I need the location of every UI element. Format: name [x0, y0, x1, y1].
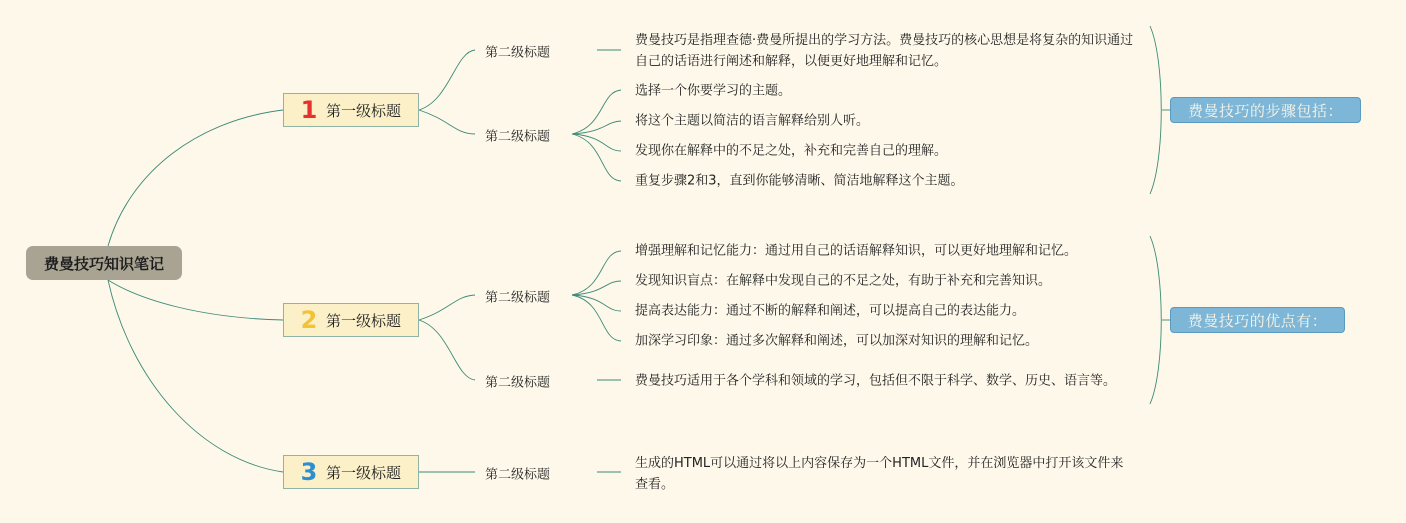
leaf-topic[interactable]: 重复步骤2和3，直到你能够清晰、简洁地解释这个主题。 [635, 173, 964, 189]
level2-topic[interactable]: 第二级标题 [485, 45, 551, 61]
level1-topic-1[interactable] [283, 93, 419, 127]
leaf-topic[interactable]: 发现你在解释中的不足之处，补充和完善自己的理解。 [635, 143, 948, 159]
level2-topic[interactable]: 第二级标题 [485, 375, 551, 391]
level2-topic[interactable]: 第二级标题 [485, 290, 551, 306]
leaf-topic[interactable]: 发现知识盲点：在解释中发现自己的不足之处，有助于补充和完善知识。 [635, 273, 1052, 289]
level1-topic-3[interactable] [283, 455, 419, 489]
summary-advantages[interactable] [1170, 307, 1345, 333]
level1-topic-label: 第一级标题 [326, 311, 402, 330]
leaf-topic[interactable]: 费曼技巧适用于各个学科和领域的学习，包括但不限于科学、数学、历史、语言等。 [635, 373, 1117, 389]
leaf-topic[interactable]: 费曼技巧是指理查德·费曼所提出的学习方法。费曼技巧的核心思想是将复杂的知识通过自己的话语进行阐述和解释，以便更好地理解和记忆。 [635, 33, 1134, 69]
level1-topic-2[interactable] [283, 303, 419, 337]
leaf-topic[interactable]: 将这个主题以简洁的语言解释给别人听。 [635, 113, 870, 129]
level2-topic[interactable]: 第二级标题 [485, 467, 551, 483]
summary-label: 费曼技巧的优点有： [1187, 311, 1328, 330]
leaf-topic[interactable]: 增强理解和记忆能力：通过用自己的话语解释知识，可以更好地理解和记忆。 [635, 243, 1078, 259]
number-1-icon: 1 [300, 96, 318, 124]
root-topic-label: 费曼技巧知识笔记 [43, 254, 164, 273]
number-3-icon: 3 [300, 458, 318, 486]
level1-topic-label: 第一级标题 [326, 101, 402, 120]
summary-steps[interactable] [1170, 97, 1361, 123]
leaf-topic[interactable]: 选择一个你要学习的主题。 [635, 83, 792, 99]
number-2-icon: 2 [300, 306, 318, 334]
summary-label: 费曼技巧的步骤包括： [1187, 101, 1343, 120]
leaf-topic[interactable]: 提高表达能力：通过不断的解释和阐述，可以提高自己的表达能力。 [635, 303, 1026, 319]
level1-topic-label: 第一级标题 [326, 463, 402, 482]
leaf-topic[interactable]: 生成的HTML可以通过将以上内容保存为一个HTML文件，并在浏览器中打开该文件来查看。 [635, 456, 1124, 492]
level2-topic[interactable]: 第二级标题 [485, 129, 551, 145]
leaf-topic[interactable]: 加深学习印象：通过多次解释和阐述，可以加深对知识的理解和记忆。 [635, 333, 1039, 349]
root-topic[interactable] [26, 246, 182, 280]
